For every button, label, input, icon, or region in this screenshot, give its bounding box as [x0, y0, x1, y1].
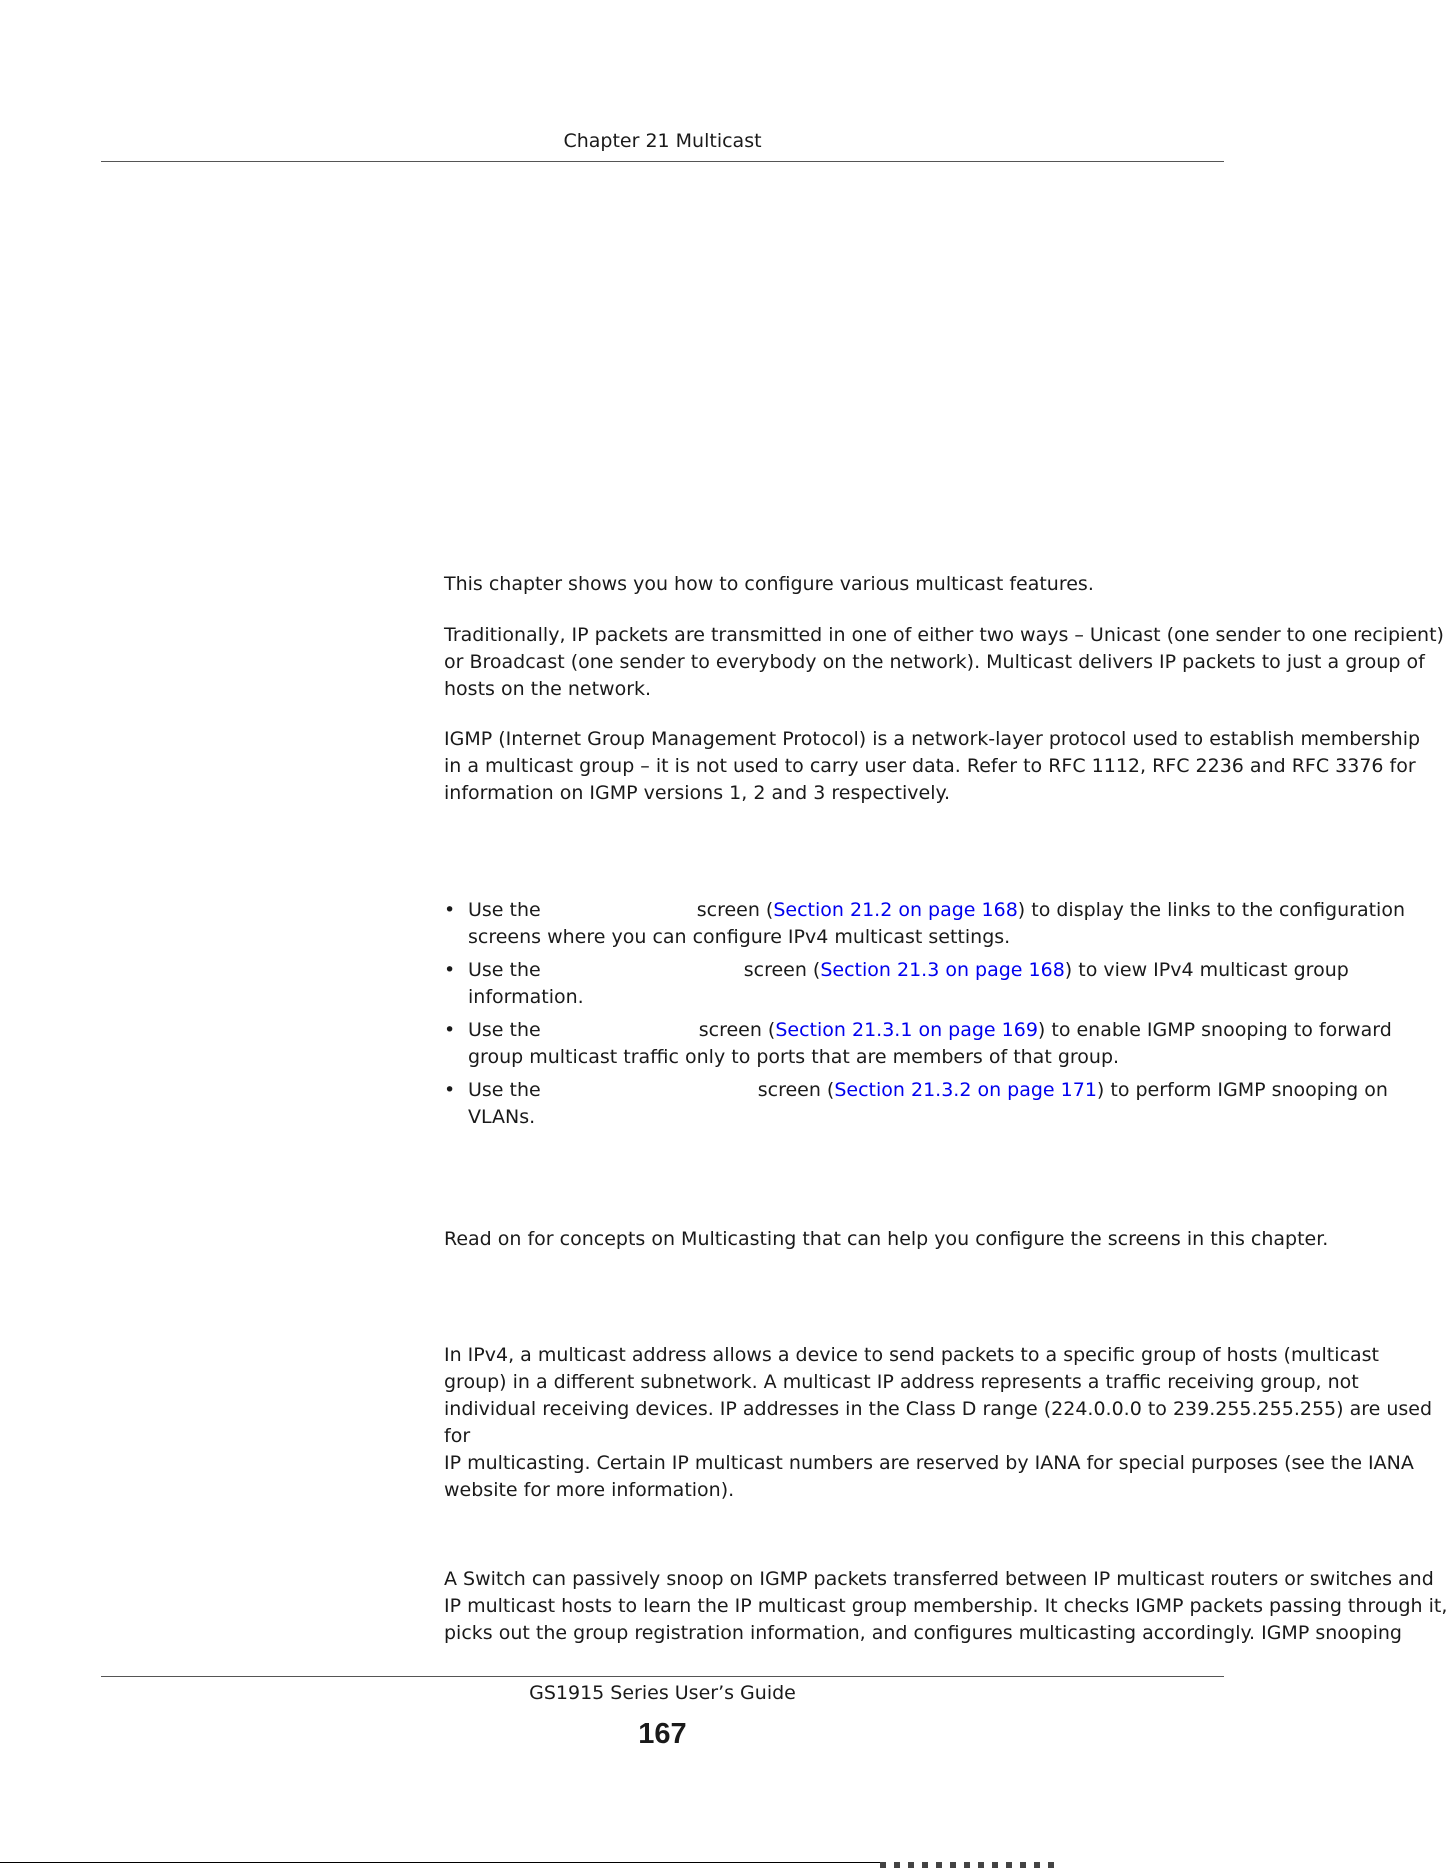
bullet-icon: • — [444, 1079, 456, 1101]
text-line: picks out the group registration information, and configures multicasting accordingly. IGMP snooping — [444, 1622, 1402, 1644]
page-header: Chapter 21 Multicast — [563, 130, 762, 152]
header-rule — [101, 161, 1224, 162]
bullet-line-2: screens where you can configure IPv4 multicast settings. — [468, 926, 1011, 948]
bullet-prefix: Use the — [468, 899, 541, 921]
bullet-icon: • — [444, 899, 456, 921]
bullet-prefix: Use the — [468, 1079, 541, 1101]
text-line: Traditionally, IP packets are transmitted in one of either two ways – Unicast (one sender to one recipient) — [444, 624, 1444, 646]
text-line: or Broadcast (one sender to everybody on the network). Multicast delivers IP packets to just a group of — [444, 651, 1425, 673]
bullet-mid: screen ( — [743, 959, 821, 981]
bullet-mid: screen ( — [757, 1079, 835, 1101]
section-link-21-3-2[interactable]: Section 21.3.2 on page 171 — [834, 1079, 1097, 1101]
bullet-suffix: ) to perform IGMP snooping on — [1096, 1079, 1388, 1101]
page-number: 167 — [638, 1718, 687, 1750]
intro-paragraph-1: This chapter shows you how to configure various multicast features. — [444, 573, 1094, 595]
bullet-prefix: Use the — [468, 1019, 541, 1041]
text-line: individual receiving devices. IP addresses in the Class D range (224.0.0.0 to 239.255.255.255) are used for — [444, 1398, 1433, 1447]
list-item — [444, 897, 1452, 951]
bullet-suffix: ) to display the links to the configuration — [1017, 899, 1405, 921]
intro-paragraph-3 — [444, 726, 1452, 807]
bullet-mid: screen ( — [696, 899, 774, 921]
bullet-line-2: information. — [468, 986, 584, 1008]
bullet-suffix: ) to enable IGMP snooping to forward — [1037, 1019, 1392, 1041]
text-line: IGMP (Internet Group Management Protocol) is a network-layer protocol used to establish membership — [444, 728, 1421, 750]
intro-paragraph-2 — [444, 622, 1452, 703]
text-line: IP multicast hosts to learn the IP multicast group membership. It checks IGMP packets passing through it, — [444, 1595, 1448, 1617]
footer-rule — [101, 1676, 1224, 1677]
text-line: hosts on the network. — [444, 678, 652, 700]
list-item — [444, 1017, 1452, 1071]
text-line: website for more information). — [444, 1479, 735, 1501]
screen-list — [444, 897, 1452, 1137]
text-line: IP multicasting. Certain IP multicast numbers are reserved by IANA for special purposes (see the IANA — [444, 1452, 1414, 1474]
bullet-line-2: group multicast traffic only to ports that are members of that group. — [468, 1046, 1120, 1068]
text-line: group) in a different subnetwork. A multicast IP address represents a traffic receiving group, not — [444, 1371, 1359, 1393]
bullet-suffix: ) to view IPv4 multicast group — [1064, 959, 1349, 981]
bullet-line-2: VLANs. — [468, 1106, 536, 1128]
section-link-21-3-1[interactable]: Section 21.3.1 on page 169 — [775, 1019, 1038, 1041]
page-edge-rule — [0, 1862, 880, 1863]
page-edge-artifact — [880, 1862, 1060, 1868]
text-line: In IPv4, a multicast address allows a device to send packets to a specific group of hosts (multicast — [444, 1344, 1379, 1366]
bullet-icon: • — [444, 959, 456, 981]
section-link-21-3[interactable]: Section 21.3 on page 168 — [820, 959, 1065, 981]
igmp-snooping-paragraph — [444, 1566, 1452, 1647]
text-line: in a multicast group – it is not used to carry user data. Refer to RFC 1112, RFC 2236 and RFC 3376 for — [444, 755, 1416, 777]
bullet-mid: screen ( — [698, 1019, 776, 1041]
text-line: A Switch can passively snoop on IGMP packets transferred between IP multicast routers or switches and — [444, 1568, 1434, 1590]
text-line: information on IGMP versions 1, 2 and 3 respectively. — [444, 782, 951, 804]
list-item — [444, 1077, 1452, 1131]
bullet-icon: • — [444, 1019, 456, 1041]
footer-guide-title: GS1915 Series User’s Guide — [529, 1682, 796, 1704]
ipv4-multicast-paragraph — [444, 1342, 1452, 1504]
bullet-prefix: Use the — [468, 959, 541, 981]
list-item — [444, 957, 1452, 1011]
concepts-paragraph: Read on for concepts on Multicasting that can help you configure the screens in this chapter. — [444, 1228, 1329, 1250]
section-link-21-2[interactable]: Section 21.2 on page 168 — [773, 899, 1018, 921]
